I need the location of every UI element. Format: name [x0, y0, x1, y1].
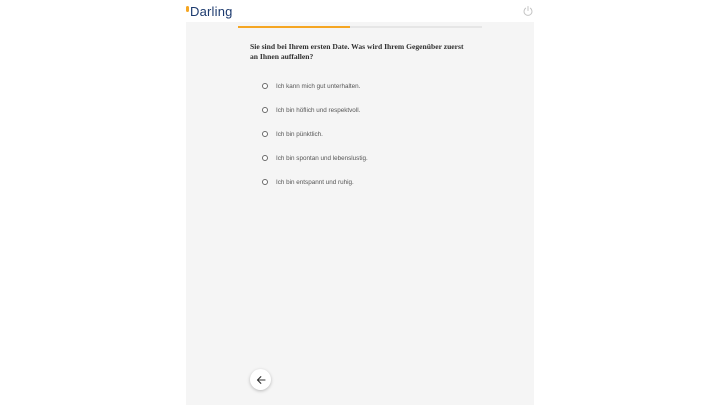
app-header [0, 0, 720, 22]
arrow-left-icon [256, 375, 266, 385]
radio-button[interactable] [262, 107, 268, 113]
answer-option-label: Ich bin höflich und respektvoll. [276, 106, 361, 114]
progress-fill [238, 26, 350, 28]
answer-option-label: Ich kann mich gut unterhalten. [276, 82, 361, 90]
progress-bar [238, 26, 482, 28]
brand-logo[interactable] [186, 3, 233, 19]
logo-accent-mark [186, 6, 189, 12]
answer-option[interactable] [262, 74, 482, 98]
power-icon[interactable] [522, 5, 534, 17]
answer-options [262, 74, 482, 194]
question-text: Sie sind bei Ihrem ersten Date. Was wird Ihrem Gegenüber zuerst an Ihnen auffallen? [250, 42, 464, 61]
answer-option-label: Ich bin pünktlich. [276, 130, 323, 138]
answer-option[interactable] [262, 98, 482, 122]
radio-button[interactable] [262, 131, 268, 137]
answer-option-label: Ich bin spontan und lebenslustig. [276, 154, 368, 162]
radio-button[interactable] [262, 83, 268, 89]
answer-option[interactable] [262, 170, 482, 194]
answer-option[interactable] [262, 122, 482, 146]
quiz-card [186, 22, 534, 405]
back-button[interactable] [250, 369, 271, 390]
answer-option-label: Ich bin entspannt und ruhig. [276, 178, 354, 186]
radio-button[interactable] [262, 179, 268, 185]
answer-option[interactable] [262, 146, 482, 170]
logo-text: Darling [190, 3, 233, 19]
radio-button[interactable] [262, 155, 268, 161]
